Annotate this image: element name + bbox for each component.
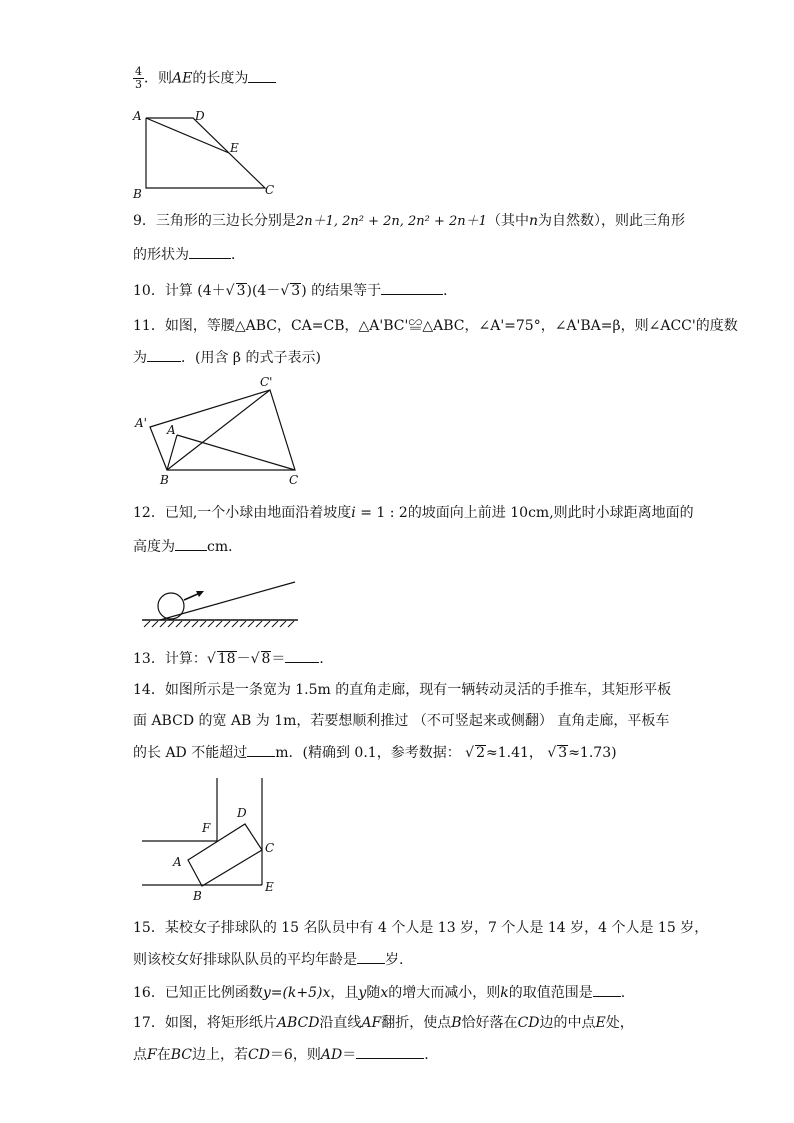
q11-line1: 11．如图，等腰△ABC，CA=CB，△A'BC'≌△ABC，∠A'=75°，∠A'BA=β，则∠ACC'的度数 bbox=[133, 318, 738, 334]
q10-text: 10．计算 (4＋√ 3)(4－√ 3) 的结果等于 ． bbox=[133, 280, 457, 301]
label-A: A bbox=[133, 109, 142, 123]
q15-line2: 则该校女好排球队队员的平均年龄是 岁. bbox=[133, 949, 403, 970]
label-C: C bbox=[265, 183, 275, 197]
q17-line1: 17．如图，将矩形纸片ABCD沿直线AF翻折，使点B恰好落在CD边的中点E处， bbox=[133, 1015, 634, 1031]
label-E: E bbox=[230, 141, 239, 155]
answer-blank[interactable] bbox=[248, 68, 276, 83]
q8-trapezoid-figure bbox=[130, 106, 290, 201]
q12-line1: 12．已知,一个小球由地面沿着坡度i = 1 : 2的坡面向上前进 10cm,则此时小球距离地面的 bbox=[133, 505, 694, 521]
q11-triangles-figure bbox=[130, 372, 310, 490]
q9-line2: 的形状为 ． bbox=[133, 244, 245, 265]
answer-blank[interactable] bbox=[593, 982, 621, 997]
label-D: D bbox=[237, 806, 247, 820]
q16-text: 16．已知正比例函数y=(k+5)x，且y随x的增大而减小，则k的取值范围是 . bbox=[133, 982, 625, 1003]
label-D: D bbox=[195, 109, 205, 123]
label-A: A bbox=[173, 855, 182, 869]
q11-line2: 为 ．(用含 β 的式子表示) bbox=[133, 347, 321, 368]
label-E: E bbox=[265, 880, 274, 894]
answer-blank[interactable] bbox=[356, 1044, 424, 1059]
answer-blank[interactable] bbox=[285, 648, 319, 663]
cart-rectangle bbox=[188, 824, 262, 886]
label-B: B bbox=[193, 889, 202, 903]
label-C: C bbox=[289, 473, 299, 487]
label-C-prime: C' bbox=[260, 375, 273, 389]
q8-fraction: $\frac{4}{3}$ bbox=[135, 65, 142, 91]
q8-text: $\frac{4}{3}$ ．则AE的长度为 bbox=[133, 66, 276, 91]
answer-blank[interactable] bbox=[357, 949, 385, 964]
answer-blank[interactable] bbox=[247, 742, 275, 757]
q14-line1: 14．如图所示是一条宽为 1.5m 的直角走廊，现有一辆转动灵活的手推车，其矩形平板 bbox=[133, 682, 672, 698]
q9-line1: 9．三角形的三边长分别是2n＋1, 2n² + 2n, 2n² + 2n＋1（其中n为自然数），则此三角形 bbox=[133, 213, 685, 229]
answer-blank[interactable] bbox=[381, 280, 443, 295]
q12-line2: 高度为 cm． bbox=[133, 536, 242, 557]
label-B: B bbox=[133, 187, 142, 201]
label-A: A bbox=[167, 423, 176, 437]
label-B: B bbox=[160, 473, 169, 487]
q14-line2: 面 ABCD 的宽 AB 为 1m，若要想顺利推过 （不可竖起来或侧翻） 直角走廊，平板车 bbox=[133, 713, 670, 729]
answer-blank[interactable] bbox=[147, 347, 181, 362]
label-A-prime: A' bbox=[135, 416, 147, 430]
q12-slope-figure bbox=[140, 578, 300, 630]
q15-line1: 15．某校女子排球队的 15 名队员中有 4 个人是 13 岁，7 个人是 14 岁，4 个人是 15 岁， bbox=[133, 920, 709, 936]
q17-line2: 点F在BC边上，若CD＝6，则AD＝ . bbox=[133, 1044, 429, 1065]
label-F: F bbox=[202, 821, 211, 835]
q14-line3: 的长 AD 不能超过 m．(精确到 0.1，参考数据： √ 2≈1.41， √ 3≈1.73) bbox=[133, 742, 617, 763]
answer-blank[interactable] bbox=[189, 244, 231, 259]
q14-corridor-figure bbox=[140, 776, 290, 906]
label-C: C bbox=[265, 841, 275, 855]
q13-text: 13．计算：√ 18－√ 8＝ ． bbox=[133, 648, 333, 669]
answer-blank[interactable] bbox=[175, 536, 207, 551]
ball-circle bbox=[158, 593, 184, 619]
